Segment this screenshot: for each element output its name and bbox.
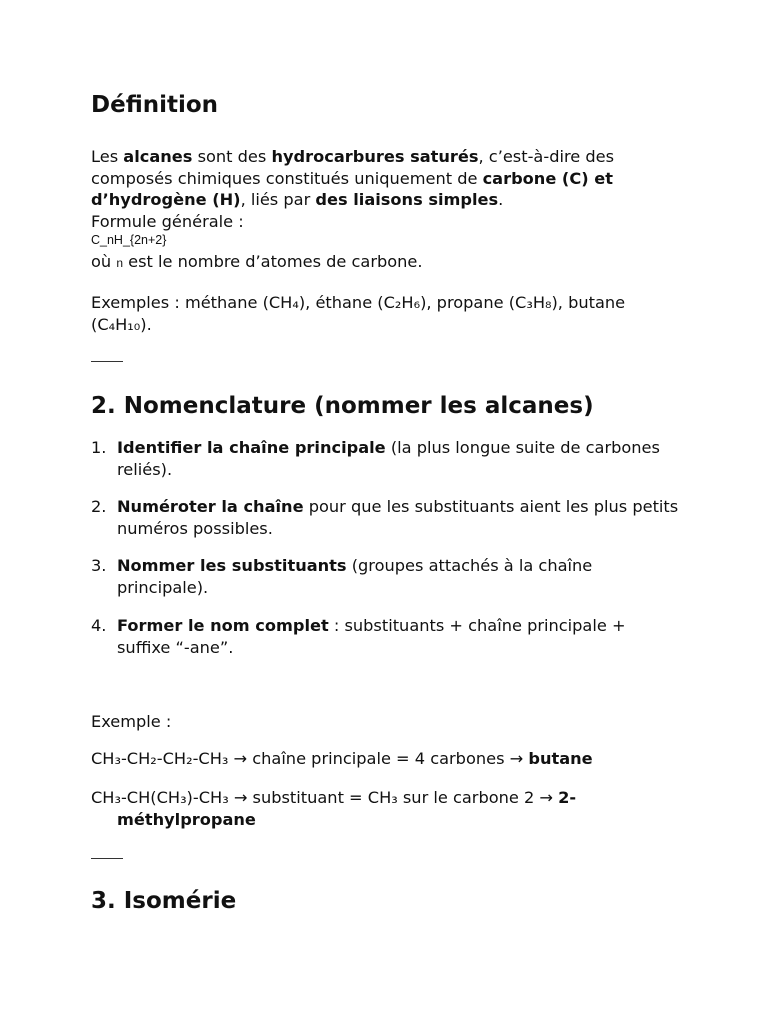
list-item-number: 2. (91, 497, 107, 516)
list-item-text (117, 437, 681, 480)
bold-term-alcanes: alcanes (123, 147, 193, 166)
list-item (91, 615, 681, 658)
list-item-rest: : substituants + chaîne principale + suffixe “-ane”. (117, 616, 626, 657)
text-segment: , liés par (240, 190, 316, 209)
list-item-bold: Former le nom complet (117, 616, 329, 635)
list-item-number: 3. (91, 556, 107, 575)
heading-isomerie: 3. Isomérie (91, 888, 237, 914)
example-methylpropane (91, 787, 681, 830)
list-item-number: 1. (91, 438, 107, 457)
list-item-text (117, 555, 681, 598)
section-divider (91, 858, 123, 859)
example-label: Exemple : (91, 712, 172, 731)
text-segment: Les (91, 147, 124, 166)
formula-note (91, 251, 681, 275)
list-item-text (117, 615, 681, 658)
list-item (91, 555, 681, 598)
list-item-bold: Nommer les substituants (117, 556, 347, 575)
bold-term-carbone-hydrogene: carbone (C) et d’hydrogène (H) (91, 168, 613, 209)
bold-term-hydrocarbures: hydrocarbures saturés (271, 147, 479, 166)
text-segment: est le nombre d’atomes de carbone. (123, 252, 423, 271)
example-text: CH₃-CH₂-CH₂-CH₃ → chaîne principale = 4 carbones → (91, 749, 529, 768)
formula-code: C_nH_{2n+2} (91, 233, 167, 247)
example-result: 2-méthylpropane (117, 788, 577, 829)
text-segment: . (498, 190, 504, 209)
text-segment: sont des (192, 147, 272, 166)
definition-paragraph (91, 146, 681, 232)
heading-nomenclature: 2. Nomenclature (nommer les alcanes) (91, 393, 594, 419)
text-segment: , c’est-à-dire des composés chimiques constitués uniquement de (91, 147, 615, 188)
list-item-text (117, 496, 681, 539)
heading-definition: Définition (91, 92, 219, 118)
list-item (91, 496, 681, 539)
list-item-bold: Numéroter la chaîne (117, 497, 304, 516)
list-item-rest: (la plus longue suite de carbones reliés). (117, 438, 660, 479)
list-item-rest: pour que les substituants aient les plus petits numéros possibles. (117, 497, 679, 538)
list-item-bold: Identifier la chaîne principale (117, 438, 386, 457)
formula-label: Formule générale : (91, 211, 244, 231)
text-segment: où (91, 252, 117, 271)
list-item (91, 437, 681, 480)
example-result: butane (528, 749, 593, 768)
bold-term-liaisons: des liaisons simples (315, 190, 499, 209)
examples-paragraph: Exemples : méthane (CH₄), éthane (C₂H₆), propane (C₃H₈), butane (C₄H₁₀). (91, 293, 626, 334)
list-item-rest: (groupes attachés à la chaîne principale). (117, 556, 593, 597)
section-divider (91, 361, 123, 362)
variable-n: n (116, 256, 123, 270)
list-item-number: 4. (91, 616, 107, 635)
example-text: CH₃-CH(CH₃)-CH₃ → substituant = CH₃ sur le carbone 2 → (91, 788, 559, 807)
example-butane (91, 748, 681, 770)
